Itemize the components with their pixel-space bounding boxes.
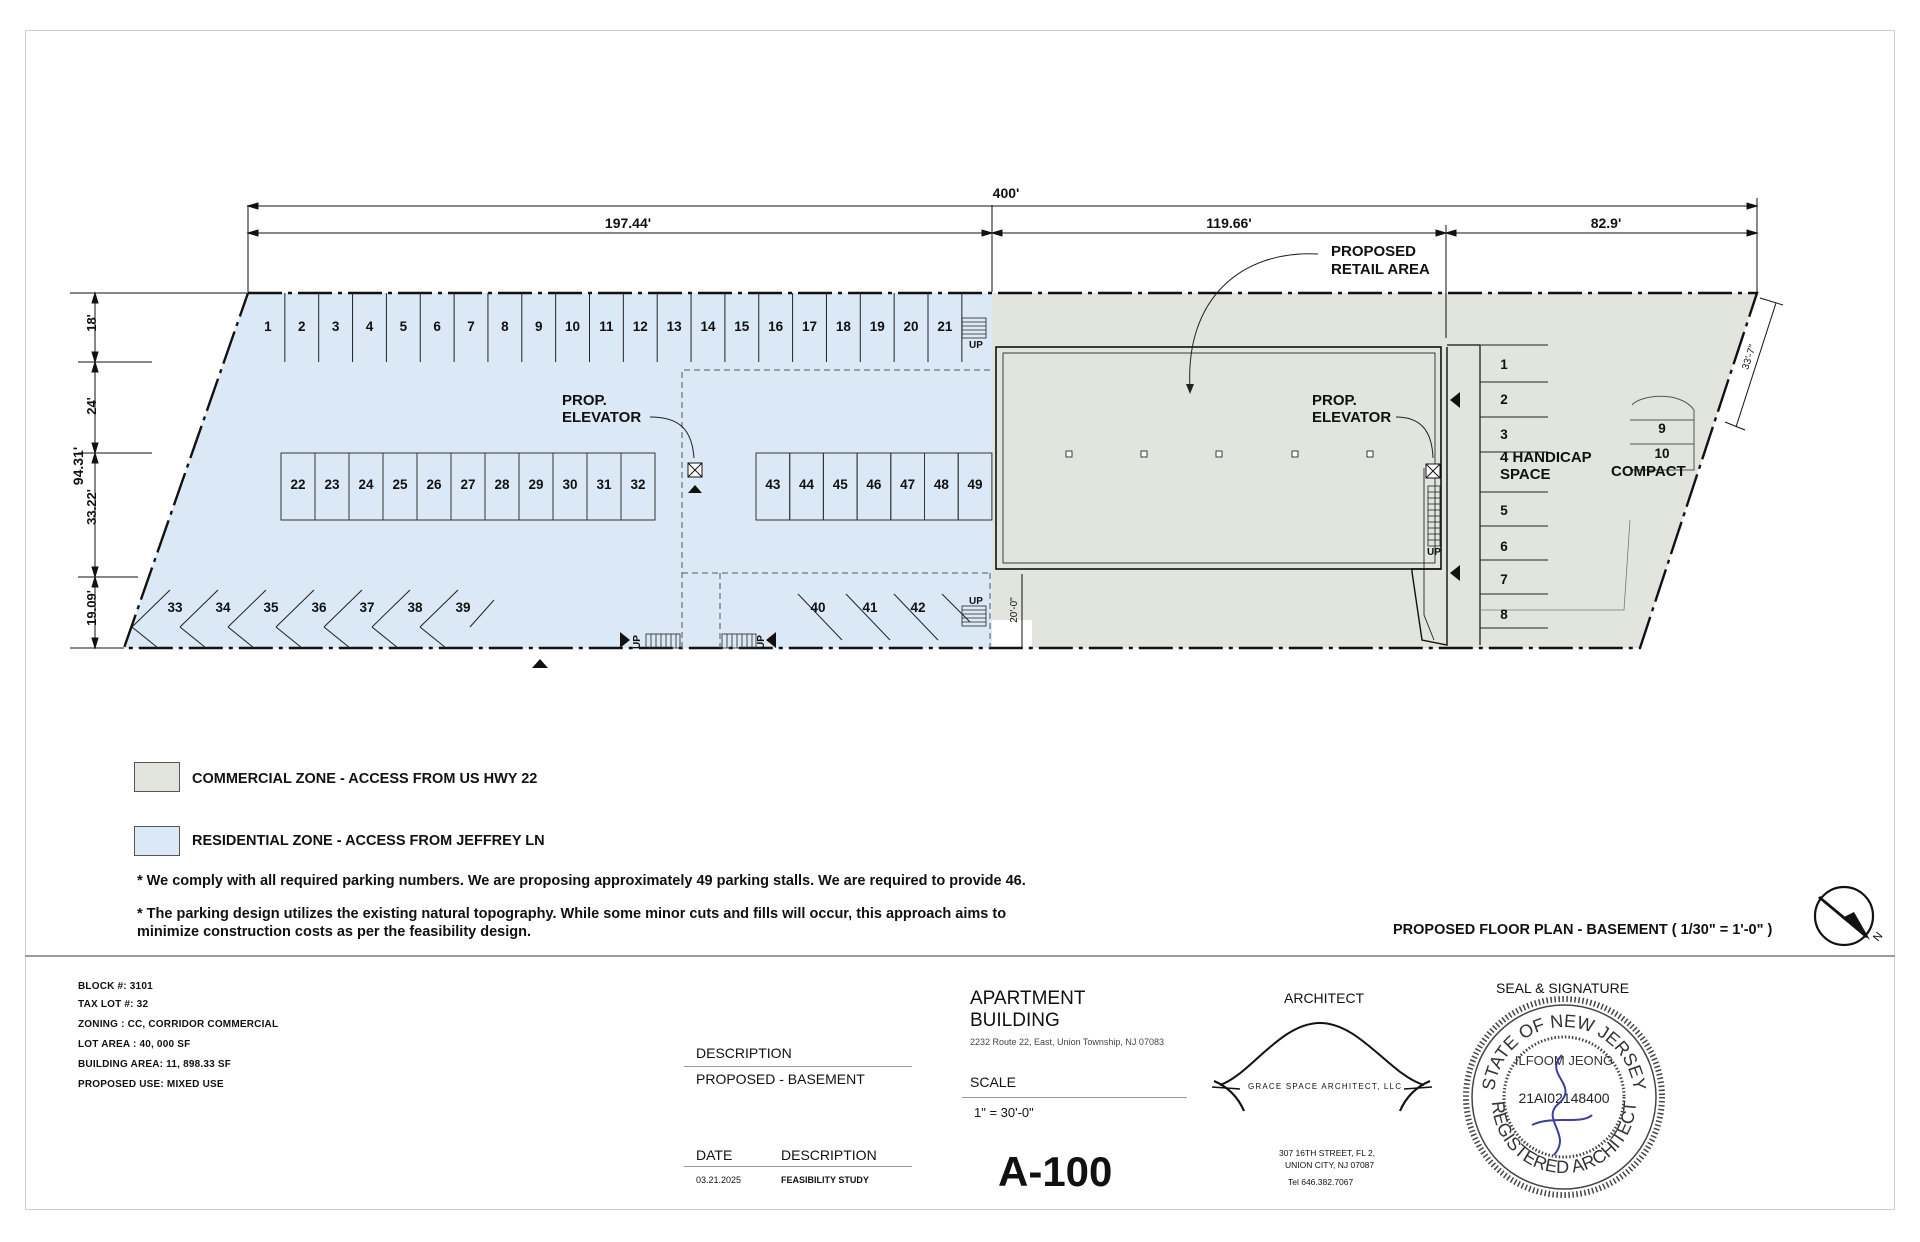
stall-number: 16 [768, 319, 784, 334]
title-block-divider [25, 955, 1895, 957]
stall-number: 39 [455, 600, 471, 615]
stall-number: 7 [467, 319, 475, 334]
firm-tel: Tel 646.382.7067 [1288, 1177, 1354, 1187]
retail-area-label: PROPOSED [1331, 243, 1417, 260]
stall-number: 15 [734, 319, 750, 334]
stall-number: 10 [565, 319, 581, 334]
stall-number: 9 [534, 319, 543, 334]
dimension-label: 24' [84, 397, 99, 415]
stall-number: 22 [290, 477, 306, 492]
stall-number: 41 [862, 600, 878, 615]
dimension-label: 33'-7" [1740, 343, 1759, 372]
retail-area-label: RETAIL AREA [1331, 261, 1430, 278]
legend-residential-label: RESIDENTIAL ZONE - ACCESS FROM JEFFREY LN [192, 833, 545, 849]
stall-number: 28 [494, 477, 510, 492]
stall-number: 38 [407, 600, 423, 615]
stair-up-label: UP [1427, 547, 1441, 558]
proposed-use: PROPOSED USE: MIXED USE [78, 1079, 224, 1090]
north-label: N [1871, 930, 1886, 944]
seal-license: 21AI02148400 [1518, 1090, 1610, 1106]
elevator-label: ELEVATOR [562, 409, 642, 426]
firm-address: 307 16TH STREET, FL 2, [1279, 1148, 1376, 1158]
stall-number: 5 [1500, 503, 1508, 518]
stair-up-label: UP [756, 635, 767, 649]
elevator-label: ELEVATOR [1312, 409, 1392, 426]
stall-number: 33 [167, 600, 183, 615]
scale-header: SCALE [970, 1074, 1016, 1090]
stall-number: 32 [630, 477, 646, 492]
dimension-label: 19.09' [84, 590, 99, 626]
legend-commercial-swatch [134, 762, 180, 792]
north-arrow-icon [1815, 887, 1873, 945]
stall-number: 47 [900, 477, 916, 492]
project-title-cont: BUILDING [970, 1010, 1060, 1031]
elevator-label: PROP. [562, 392, 607, 409]
project-address: 2232 Route 22, East, Union Township, NJ 07083 [970, 1037, 1164, 1047]
stall-number: 49 [967, 477, 983, 492]
stall-number: 48 [933, 477, 949, 492]
stall-number: 4 [365, 319, 374, 334]
stall-number: 17 [802, 319, 818, 334]
firm-address-cont: UNION CITY, NJ 07087 [1285, 1160, 1375, 1170]
stall-number: 5 [399, 319, 408, 334]
dimension-label: 82.9' [1590, 215, 1622, 231]
tax-lot: TAX LOT #: 32 [78, 999, 149, 1010]
handicap-label: SPACE [1500, 466, 1551, 483]
plan-title: PROPOSED FLOOR PLAN - BASEMENT ( 1/30" = 1'-0" ) [1393, 922, 1773, 938]
stall-number: 40 [810, 600, 826, 615]
sheet-number: A-100 [998, 1148, 1113, 1195]
stall-number: 21 [937, 319, 953, 334]
stall-number: 8 [501, 319, 509, 334]
stall-number: 13 [666, 319, 682, 334]
date-header: DATE [696, 1147, 733, 1163]
stall-number: 26 [426, 477, 442, 492]
seal-header: SEAL & SIGNATURE [1496, 980, 1630, 996]
overall-dimension: 400' [992, 185, 1020, 201]
seal-state: STATE OF NEW JERSEY [1478, 1010, 1650, 1092]
stall-number: 8 [1500, 607, 1508, 622]
architect-logo [1210, 1015, 1434, 1115]
stall-number: 24 [358, 477, 374, 492]
dimension-label: 18' [84, 314, 99, 332]
architect-seal [1462, 995, 1666, 1199]
firm-name: GRACE SPACE ARCHITECT, LLC [1248, 1082, 1403, 1091]
stall-number: 2 [298, 319, 306, 334]
date-description-header: DESCRIPTION [781, 1147, 877, 1163]
stall-number: 31 [596, 477, 612, 492]
stall-number: 29 [528, 477, 544, 492]
legend-residential-swatch [134, 826, 180, 856]
stall-number: 11 [599, 319, 614, 334]
stair-up-label: UP [969, 596, 983, 607]
stall-number: 19 [869, 319, 885, 334]
dimension-label: 33.22' [84, 489, 99, 525]
stall-number: 18 [835, 319, 851, 334]
stall-number: 42 [910, 600, 926, 615]
dimension-label: 119.66' [1206, 215, 1252, 231]
legend-commercial-label: COMMERCIAL ZONE - ACCESS FROM US HWY 22 [192, 771, 538, 787]
scale-value: 1" = 30'-0" [974, 1105, 1034, 1120]
stall-number: 12 [632, 319, 648, 334]
stall-number: 2 [1500, 392, 1508, 407]
zoning: ZONING : CC, CORRIDOR COMMERCIAL [78, 1019, 279, 1030]
note-topography: * The parking design utilizes the existing natural topography. While some minor cuts and fills will occur, this approach aims to [137, 906, 1007, 922]
stall-number: 25 [392, 477, 408, 492]
stall-number: 10 [1654, 446, 1670, 461]
elevator-label: PROP. [1312, 392, 1357, 409]
compact-label: COMPACT [1611, 463, 1686, 480]
project-info [78, 977, 278, 1095]
description-value: PROPOSED - BASEMENT [696, 1071, 865, 1087]
date-value: 03.21.2025 [696, 1175, 742, 1185]
handicap-label: 4 HANDICAP [1500, 449, 1592, 466]
date-description-value: FEASIBILITY STUDY [781, 1175, 869, 1185]
stall-number: 20 [903, 319, 919, 334]
stall-number: 1 [264, 319, 272, 334]
dimension-label: 94.31' [70, 446, 86, 486]
block-number: BLOCK #: 3101 [78, 981, 153, 992]
retail-building [996, 347, 1441, 569]
stall-number: 7 [1500, 572, 1508, 587]
stall-number: 9 [1658, 421, 1666, 436]
stall-number: 6 [1500, 539, 1508, 554]
seal-title: REGISTERED ARCHITECT [1487, 1100, 1641, 1178]
note-parking-count: * We comply with all required parking numbers. We are proposing approximately 49 parking stalls. We are required to provide 46. [137, 873, 1026, 889]
stall-number: 3 [1500, 427, 1508, 442]
dimension-label: 20'-0" [1009, 597, 1020, 623]
top-stall-lines [285, 293, 962, 362]
stall-number: 6 [433, 319, 441, 334]
stall-number: 27 [460, 477, 476, 492]
stall-number: 44 [799, 477, 815, 492]
stall-number: 35 [263, 600, 279, 615]
dimension-label: 197.44' [604, 215, 652, 231]
project-title: APARTMENT [970, 988, 1086, 1009]
stall-number: 34 [215, 600, 231, 615]
stall-number: 14 [700, 319, 716, 334]
note-topography-cont: minimize construction costs as per the feasibility design. [137, 924, 532, 940]
stall-number: 46 [866, 477, 882, 492]
stall-number: 1 [1500, 357, 1508, 372]
stall-number: 3 [331, 319, 340, 334]
stall-number: 36 [311, 600, 327, 615]
stair-up-label: UP [969, 340, 983, 351]
building-area: BUILDING AREA: 11, 898.33 SF [78, 1059, 232, 1070]
seal-name: ILFOOM JEONG [1514, 1053, 1614, 1068]
residential-zone [124, 293, 992, 648]
stall-number: 43 [765, 477, 781, 492]
stair-up-label: UP [632, 635, 643, 649]
stall-number: 30 [562, 477, 578, 492]
description-header: DESCRIPTION [696, 1045, 792, 1061]
lot-area: LOT AREA : 40, 000 SF [78, 1039, 191, 1050]
architect-header: ARCHITECT [1284, 990, 1365, 1006]
stall-number: 37 [359, 600, 375, 615]
stall-number: 23 [324, 477, 340, 492]
stall-number: 45 [832, 477, 848, 492]
